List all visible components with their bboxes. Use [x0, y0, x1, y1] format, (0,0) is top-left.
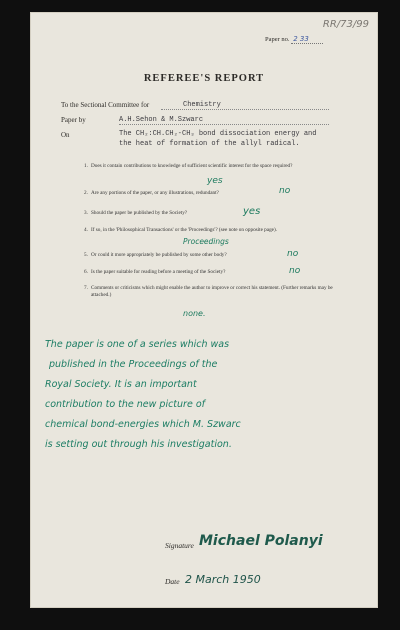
paper-number-value: 2 33	[291, 35, 323, 44]
date-label: Date	[165, 577, 180, 586]
paper-number-line	[265, 35, 323, 44]
question-number: 4.	[84, 227, 88, 233]
comment-line-4: contribution to the new picture of	[45, 399, 205, 410]
paper-by-value: A.H.Sehon & M.Szwarc	[119, 116, 329, 125]
on-value-line-1: The CH₂:CH.CH₂-CH₃ bond dissociation energy and	[119, 130, 317, 138]
date-value: 2 March 1950	[185, 573, 261, 586]
committee-field	[161, 101, 329, 110]
question-text: If so, in the 'Philosophical Transactions' or the 'Proceedings'? (see note on opposite page).	[91, 227, 277, 233]
comment-line-6: is setting out through his investigation.	[45, 439, 232, 450]
question-6	[84, 269, 341, 276]
question-number: 1.	[84, 163, 88, 169]
question-text: Or could it more appropriately be published by some other body?	[91, 252, 227, 258]
question-number: 7.	[84, 285, 88, 291]
signature-label: Signature	[165, 541, 194, 550]
question-4	[84, 227, 341, 234]
on-label: On	[61, 131, 70, 139]
answer-6: no	[289, 266, 301, 276]
paper-by-label: Paper by	[61, 116, 86, 124]
answer-1: yes	[207, 176, 223, 186]
comment-line-5: chemical bond-energies which M. Szwarc	[45, 419, 241, 430]
reference-mark: RR/73/99	[322, 19, 369, 30]
paper-number-label: Paper no.	[265, 36, 290, 43]
answer-4: Proceedings	[183, 237, 229, 246]
answer-2: no	[279, 186, 291, 196]
question-number: 2.	[84, 190, 88, 196]
committee-label: To the Sectional Committee for	[61, 101, 150, 109]
answer-5: no	[287, 249, 299, 259]
signature-value: Michael Polanyi	[199, 533, 323, 549]
question-number: 3.	[84, 210, 88, 216]
question-text: Should the paper be published by the Society?	[91, 210, 188, 216]
question-number: 5.	[84, 252, 88, 258]
question-text: Does it contain contributions to knowledge of sufficient scientific interest for the space required?	[91, 163, 293, 169]
referee-report-form	[30, 12, 378, 608]
question-2	[84, 190, 341, 197]
question-1	[84, 163, 341, 170]
question-text: Comments or criticisms which might enable the author to improve or correct his statement. (Further remarks may be attached.)	[91, 285, 333, 298]
comment-line-1: The paper is one of a series which was	[45, 339, 230, 350]
answer-3: yes	[243, 206, 261, 217]
form-title: REFEREE'S REPORT	[143, 73, 265, 84]
answer-7: none.	[183, 309, 206, 318]
question-text: Is the paper suitable for reading before a meeting of the Society?	[91, 269, 226, 275]
comment-line-3: Royal Society. It is an important	[45, 379, 197, 390]
comment-line-2: published in the Proceedings of the	[49, 359, 218, 370]
committee-value: Chemistry	[183, 101, 221, 109]
question-7	[84, 285, 341, 298]
question-3	[84, 210, 341, 217]
question-text: Are any portions of the paper, or any illustrations, redundant?	[91, 190, 219, 196]
question-number: 6.	[84, 269, 88, 275]
on-value-line-2: the heat of formation of the allyl radical.	[119, 140, 300, 148]
question-5	[84, 252, 341, 259]
